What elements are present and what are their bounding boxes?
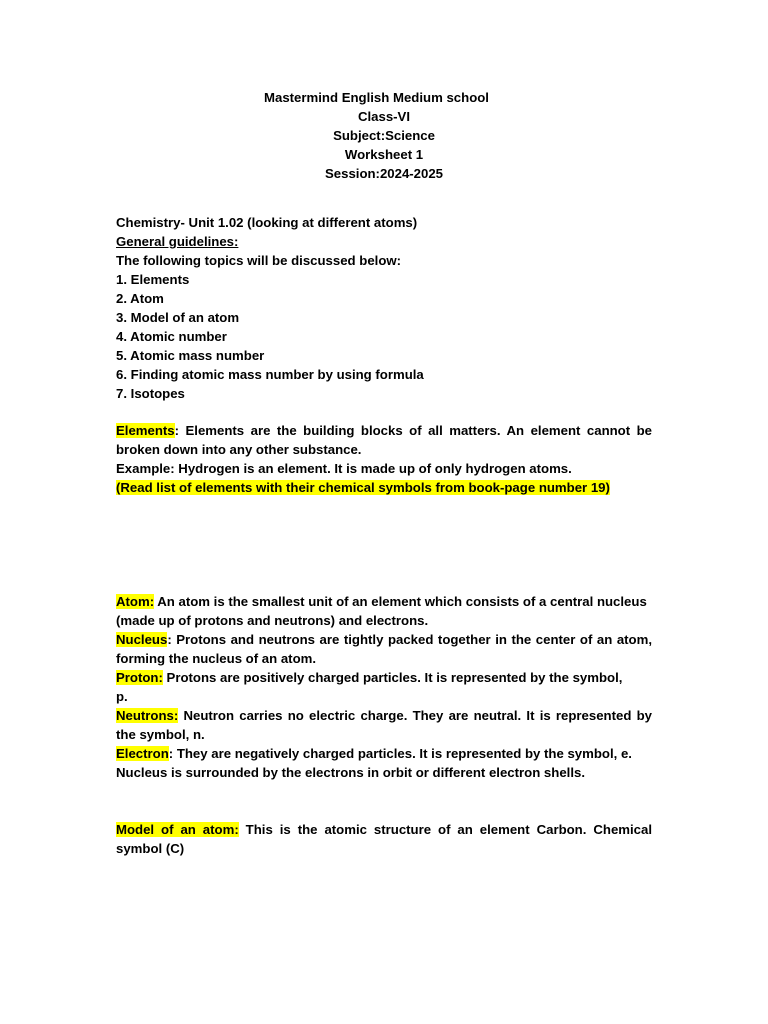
proton-text: Protons are positively charged particles. It is represented by the symbol, — [162, 670, 623, 685]
topic-item: 2. Atom — [116, 291, 164, 306]
electron-definition-cont: Nucleus is surrounded by the electrons in orbit or different electron shells. — [116, 765, 585, 780]
topic-item: 6. Finding atomic mass number by using formula — [116, 367, 424, 382]
elements-example: Example: Hydrogen is an element. It is made up of only hydrogen atoms. — [116, 461, 572, 476]
topic-item: 3. Model of an atom — [116, 310, 240, 325]
subject-label: Subject:Science — [333, 128, 435, 143]
neutrons-term: Neutrons: — [116, 708, 179, 723]
elements-section — [116, 421, 652, 497]
atom-definition-cont: (made up of protons and neutrons) and electrons. — [116, 613, 429, 628]
topics-intro: The following topics will be discussed below: — [116, 253, 402, 268]
nucleus-term: Nucleus — [116, 632, 168, 647]
topic-item: 7. Isotopes — [116, 386, 185, 401]
topic-item: 1. Elements — [116, 272, 190, 287]
nucleus-definition-cont: forming the nucleus of an atom. — [116, 651, 317, 666]
intro-section — [116, 213, 652, 403]
model-definition — [116, 820, 652, 839]
nucleus-text: : Protons and neutrons are tightly packed together in the center of an atom, — [167, 632, 652, 647]
school-name: Mastermind English Medium school — [264, 90, 489, 105]
atom-section — [116, 592, 652, 782]
elements-definition-cont: broken down into any other substance. — [116, 442, 362, 457]
class-label: Class-VI — [357, 109, 411, 124]
electron-definition — [116, 744, 652, 763]
atom-definition — [116, 592, 652, 611]
topics-list — [116, 270, 652, 403]
model-text: This is the atomic structure of an element Carbon. Chemical — [238, 822, 653, 837]
elements-definition — [116, 421, 652, 440]
neutrons-text: Neutron carries no electric charge. They are neutral. It is represented by — [178, 708, 652, 723]
atom-term: Atom: — [116, 594, 155, 609]
atom-text: An atom is the smallest unit of an element which consists of a central nucleus — [154, 594, 647, 609]
guidelines-heading: General guidelines: — [116, 234, 239, 249]
elements-text: : Elements are the building blocks of all matters. An element cannot be — [174, 423, 652, 438]
worksheet-header — [0, 88, 768, 183]
electron-term: Electron — [116, 746, 169, 761]
proton-definition — [116, 668, 652, 687]
elements-note — [116, 478, 652, 497]
session-label: Session:2024-2025 — [324, 166, 444, 181]
model-section — [116, 820, 652, 858]
proton-definition-cont: p. — [116, 689, 128, 704]
worksheet-label: Worksheet 1 — [344, 147, 424, 162]
topic-item: 4. Atomic number — [116, 329, 227, 344]
unit-title: Chemistry- Unit 1.02 (looking at different atoms) — [116, 215, 418, 230]
neutrons-definition — [116, 706, 652, 725]
elements-term: Elements — [116, 423, 175, 438]
topic-item: 5. Atomic mass number — [116, 348, 265, 363]
model-definition-cont: symbol (C) — [116, 841, 185, 856]
proton-term: Proton: — [116, 670, 163, 685]
nucleus-definition — [116, 630, 652, 649]
model-term: Model of an atom: — [116, 822, 239, 837]
elements-note-text: (Read list of elements with their chemical symbols from book-page number 19) — [116, 480, 610, 495]
neutrons-definition-cont: the symbol, n. — [116, 727, 205, 742]
electron-text: : They are negatively charged particles. It is represented by the symbol, e. — [168, 746, 632, 761]
